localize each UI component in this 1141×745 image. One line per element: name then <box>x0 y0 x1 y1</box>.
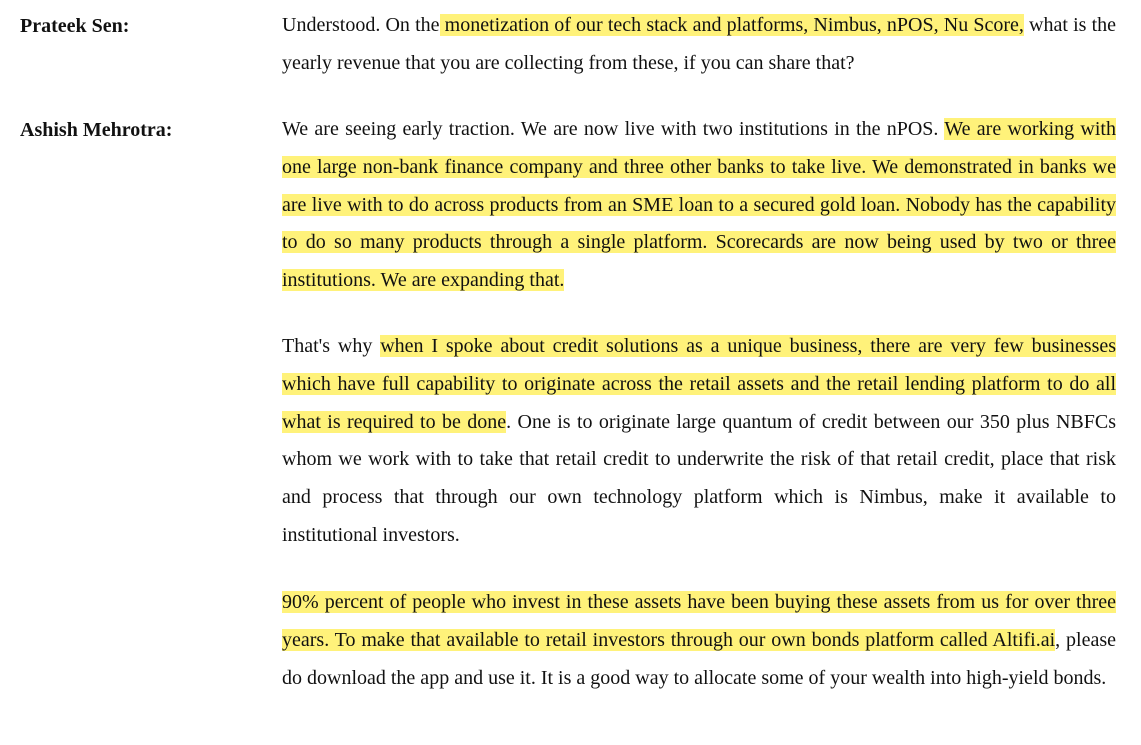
transcript-paragraph <box>282 111 1116 300</box>
paragraph-segment: That's why <box>282 335 381 357</box>
highlighted-segment: when I spoke about credit solutions as a unique business, there are very few businesses which have full capability to originate across the retail assets and the retail lending platform to do all what is required to be done <box>282 335 1117 433</box>
speaker-name: Ashish Mehrotra: <box>20 119 173 141</box>
highlighted-segment: We are working with one large non-bank finance company and three other banks to take live. We demonstrated in banks we are live with to do across products from an SME loan to a secured gold loan. Nobody has the capability to do so many products through a single platform. Scorecards are now being used by two or three institutions. We are expanding that. <box>282 118 1116 292</box>
paragraph-segment: what is the yearly revenue that you are collecting from these, if you can share that? <box>282 14 1117 74</box>
paragraph-segment: We are seeing early traction. We are now live with two institutions in the nPOS. <box>282 118 945 140</box>
transcript-paragraph <box>282 328 1116 555</box>
highlighted-segment: monetization of our tech stack and platforms, Nimbus, nPOS, Nu Score, <box>439 14 1024 36</box>
highlighted-segment: 90% percent of people who invest in these assets have been buying these assets from us for over three years. To make that available to retail investors through our own bonds platform called Altifi.ai <box>282 591 1116 651</box>
paragraph-segment: , please do download the app and use it. It is a good way to allocate some of your wealth into high-yield bonds. <box>282 628 1116 689</box>
paragraph-segment: . One is to originate large quantum of credit between our 350 plus NBFCs whom we work with to take that retail credit to underwrite the risk of that retail credit, place that risk and process that through our own technology platform which is Nimbus, make it available to institutional investors. <box>282 410 1116 546</box>
transcript-paragraph <box>282 584 1116 697</box>
paragraph-segment: Understood. On the <box>282 14 440 36</box>
transcript-paragraph <box>282 7 1116 83</box>
speaker-name: Prateek Sen: <box>20 15 130 37</box>
